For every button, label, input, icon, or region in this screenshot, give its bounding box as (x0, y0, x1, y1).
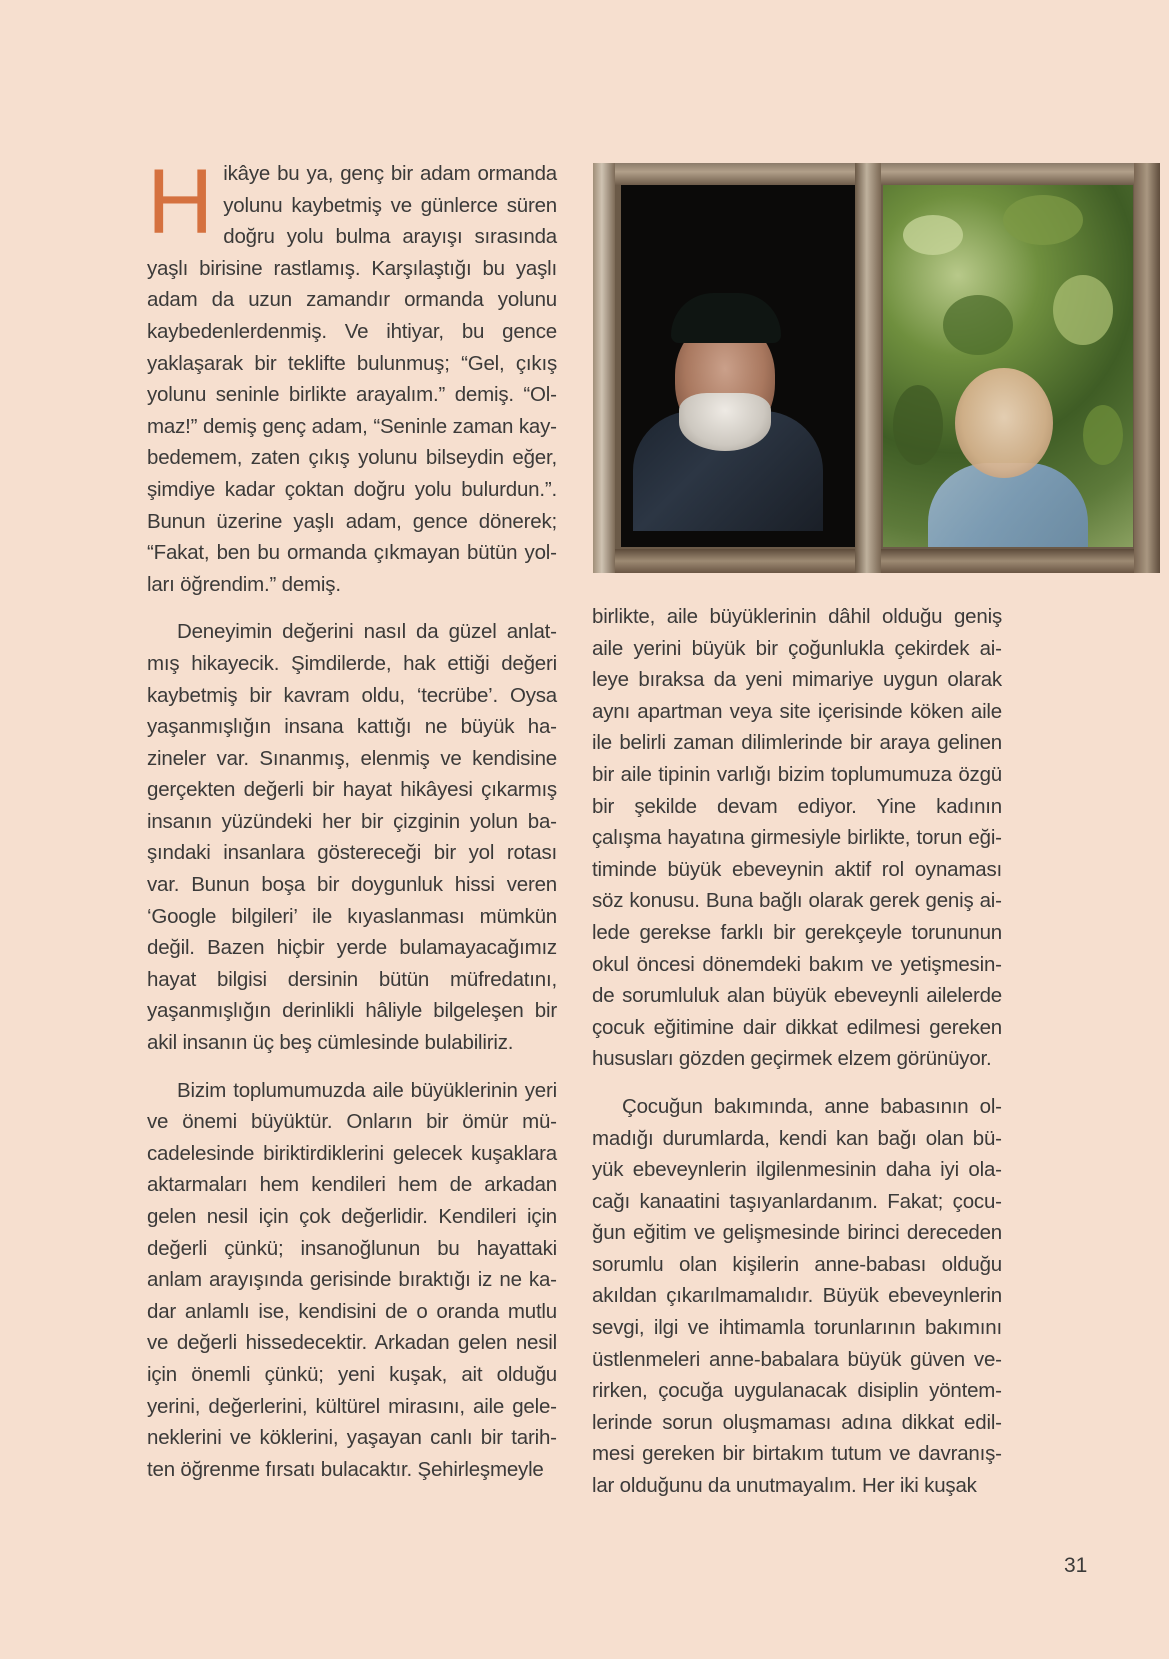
window-frame-middle (855, 163, 881, 573)
child-face (955, 368, 1053, 478)
window-frame-right (1134, 163, 1160, 573)
old-man-beard (679, 393, 771, 451)
paragraph-extended-family: birlikte, aile büyüklerinin dâhil olduğu geniş aile yerini büyük bir çoğunlukla çekirdek aileye bıraksa da yeni mimariye uygun olarak aynı apartman veya site içerisinde köken aile ile belirli zaman dilimlerinde bir araya gelinen bir aile tipinin varlığı bizim toplumumuza özgü bir şekilde devam ediyor. Yine kadının çalışma hayatına girmesiyle birlikte, torun eğitiminde büyük ebeveynin aktif rol oynaması söz konusu. Buna bağlı olarak gerek geniş ailede gerekse farklı bir gerekçeyle torununun okul öncesi dönemdeki bakım ve yetişmesinde sorumluluk alan büyük ebeveynli ailelerde çocuk eğitimine dair dikkat edilmesi gereken hususları gözden geçirmek elzem görünüyor. (592, 605, 1002, 1071)
drop-cap: H (147, 151, 214, 253)
paragraph-experience: Deneyimin değerini nasıl da güzel anlatmış hikayecik. Şimdilerde, hak ettiği değeri kaybetmiş bir kavram oldu, ‘tecrübe’. Oysa yaşanmışlığın insana kattığı ne büyük hazineler var. Sınanmış, elenmiş ve kendisine gerçekten değerli bir hayat hikâyesi çıkarmış insanın yüzündeki her bir çizginin yolun başındaki insanlara göstereceği bir yol rotası var. Bunun boşa bir doygunluk hissi veren ‘Google bilgileri’ ile kıyaslanması mümkün değil. Bazen hiçbir yerde bulamayacağımız hayat bilgisi dersinin bütün müfredatını, yaşanmışlığın derinlikli hâliyle bilgeleşen bir akil insanın üç beş cümlesinde bulabiliriz. (147, 620, 557, 1055)
paragraph-intro (147, 151, 557, 600)
window-frame-left (593, 163, 615, 573)
page-number: 31 (1064, 1554, 1088, 1577)
left-column (147, 151, 557, 1485)
right-column (592, 601, 1002, 1502)
paragraph-child-care: Çocuğun bakımında, anne babasının olmadığı durumlarda, kendi kan bağı olan büyük ebeveynlerin ilgilenmesinin daha iyi olacağı kanaatini taşıyanlardanım. Fakat; çocuğun eğitim ve gelişmesinde birinci dereceden sorumlu olan kişilerin anne-babası olduğu akıldan çıkarılmamalıdır. Büyük ebeveynlerin sevgi, ilgi ve ihtimamla torunlarının bakımını üstlenmeleri anne-babalara büyük güven verirken, çocuğa uygulanacak disiplin yöntemlerinde sorun oluşmaması adına dikkat edilmesi gereken bir birtakım tutum ve davranışlar olduğunu da unutmayalım. Her iki kuşak (592, 1094, 1002, 1498)
paragraph-family-elders: Bizim toplumumuzda aile büyüklerinin yeri ve önemi büyüktür. Onların bir ömür mücadelesinde biriktirdiklerini gelecek kuşaklara aktarmaları hem kendileri hem de arkadan gelen nesil için çok değerlidir. Kendileri için değerli çünkü; insanoğlunun bu hayattaki anlam arayışında gerisinde bıraktığı iz ne kadar anlamlı ise, kendisini de o oranda mutlu ve değerli hissedecektir. Arkadan gelen nesil için önemli çünkü; yeni kuşak, ait olduğu yerini, değerlerini, kültürel mirasını, aile geleneklerini ve köklerini, yaşayan canlı bir tarihten öğrenme fırsatı bulacaktır. Şehirleşmeyle (147, 1078, 557, 1481)
intro-text: ikâye bu ya, genç bir adam ormanda yolunu kaybetmiş ve günlerce süren doğru yolu bulma arayışı sırasında yaşlı birisine rastlamış. Karşılaştığı bu yaşlı adam da uzun zamandır ormanda yolunu kaybedenlerdenmiş. Ve ihtiyar, bu gence yaklaşarak bir teklifte bulunmuş; “Gel, çıkış yolunu seninle birlikte arayalım.” demiş. “Olmaz!” demiş genç adam, “Seninle zaman kaybedemem, zaten çıkış yolunu bilseydin eğer, şimdiye kadar çoktan doğru yolu bulurdun.”. Bunun üzerine yaşlı adam, gence dönerek; “Fakat, ben bu ormanda çıkmayan bütün yolları öğrendim.” demiş. (147, 162, 557, 596)
window-photo (593, 163, 1160, 573)
